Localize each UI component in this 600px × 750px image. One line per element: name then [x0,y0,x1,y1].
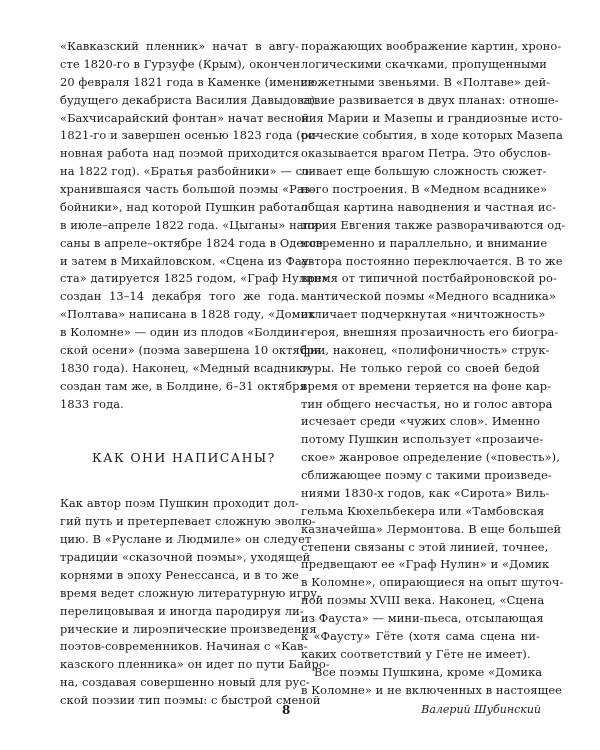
text-line: поэтов-современников. Начиная с «Кав- [60,639,308,654]
text-line: автора постоянно переключается. В то же [301,253,563,268]
text-line: из Фауста» — мини-пьеса, отсылающая [301,611,544,625]
text-line: рические события, в ходе которых Мазепа [301,128,564,143]
text-line: тория Евгения также разворачиваются од- [301,217,566,232]
text-line: цию. В «Руслане и Людмиле» он следует [60,532,312,547]
text-line: саны в апреле–октябре 1824 года в Одессе [60,235,324,250]
left-paragraph-2 [60,495,330,710]
text-line: гий путь и претерпевает сложную эволю- [60,514,316,529]
text-line: степени связаны с этой линией, точнее, [301,539,549,554]
text-line: 1833 года. [60,396,124,411]
text-line: гельма Кюхельбекера или «Тамбовская [301,503,545,518]
text-line: ской осени» (поэма завершена 10 октября [60,342,322,357]
text-line: новременно и параллельно, и внимание [301,235,548,250]
text-line: ливает еще большую сложность сюжет- [301,164,547,179]
text-line: ста» датируется 1825 годом, «Граф Нулин» [60,271,329,286]
text-line: ного построения. В «Медном всаднике» [301,182,548,196]
text-line: 1821-го и завершен осенью 1823 года (ос- [60,128,319,143]
text-line: исчезает среди «чужих слов». Именно [301,414,540,429]
text-line: рические и лироэпические произведения [60,621,317,636]
text-line: ствие развивается в двух планах: отноше- [301,92,559,107]
text-line: казначейша» Лермонтова. В еще большей [301,521,562,536]
text-line: ское» жанровое определение («повесть»), [301,450,560,465]
text-line: отличает подчеркнутая «ничтожность» [301,307,546,322]
text-line: в Коломне» и не включенных в настоящее [301,682,563,697]
text-line: создан 13–14 декабря того же года. [60,289,299,304]
text-line: создан там же, в Болдине, 6–31 октября [60,378,307,393]
text-line: каких соответствий у Гёте не имеет). [301,646,531,661]
text-line: «Кавказский пленник» начат в авгу- [60,39,299,53]
text-line: на 1822 год). «Братья разбойники» — со- [60,164,313,179]
text-line: потому Пушкин использует «прозаиче- [301,432,544,447]
section-gap [60,413,299,449]
text-line: ния Марии и Мазепы и грандиозные исто- [301,110,563,125]
text-line: традиции «сказочной поэмы», уходящей [60,550,311,564]
text-line: будущего декабриста Василия Давыдова). [60,92,319,107]
text-line: в Коломне», опирающиеся на опыт шуточ- [301,575,564,590]
text-line: перелицовывая и иногда пародируя ли- [60,603,304,618]
text-line: время ведет сложную литературную игру, [60,585,321,600]
text-line: время от типичной постбайроновской ро- [301,271,557,286]
text-line: общая картина наводнения и частная ис- [301,199,557,214]
text-line: к «Фаусту» Гёте (хотя сама сцена ни- [301,628,540,643]
right-paragraph-2 [301,664,563,700]
text-line: ской поэзии тип поэмы: с быстрой сменой [60,693,321,707]
text-line: ниями 1830-х годов, как «Сирота» Виль- [301,485,550,500]
heading-spacer [60,467,299,495]
text-line: сближающее поэму с такими произведе- [301,468,552,482]
text-line: казского пленника» он идет по пути Байро- [60,657,330,672]
text-line: ной поэмы XVIII века. Наконец, «Сцена [301,593,545,608]
text-line: «Бахчисарайский фонтан» начат весной [60,110,310,125]
text-line: 1830 года). Наконец, «Медный всадник» [60,360,311,375]
text-line: в июле–апреле 1822 года. «Цыганы» напи- [60,217,323,232]
running-footer-author: Валерий Шубинский [421,703,541,716]
text-line: 20 февраля 1821 года в Каменке (имение [60,74,315,89]
text-line: оказывается врагом Петра. Это обуслов- [301,146,552,161]
right-paragraph-1 [301,38,566,664]
text-line: тин общего несчастья, но и голос автора [301,396,553,411]
text-line: поражающих воображение картин, хроно- [301,39,562,53]
text-line: героя, внешняя прозаичность его биогра- [301,325,559,339]
left-column [60,38,330,710]
text-line: Как автор поэм Пушкин проходит дол- [60,496,299,511]
text-line: на, создавая совершенно новый для рус- [60,675,310,690]
text-line: логическими скачками, пропущенными [301,56,547,71]
text-line: в Коломне» — один из плодов «Болдин- [60,325,304,339]
text-line: корнями в эпоху Ренессанса, и в то же [60,567,299,582]
text-line: Все поэмы Пушкина, кроме «Домика [314,664,543,679]
text-line: новная работа над поэмой приходится [60,146,299,161]
text-line: туры. Не только герой со своей бедой [301,360,540,375]
text-line: «Полтава» написана в 1828 году, «Домик [60,307,316,322]
text-line: мантической поэмы «Медного всадника» [301,289,556,304]
text-line: хранившаяся часть большой поэмы «Раз- [60,182,315,196]
section-heading: КАК ОНИ НАПИСАНЫ? [92,450,276,466]
text-line: предвещают ее «Граф Нулин» и «Домик [301,557,550,572]
text-line: фии, наконец, «полифоничность» струк- [301,342,550,357]
text-line: и затем в Михайловском. «Сцена из Фау- [60,253,313,268]
left-paragraph-1 [60,38,329,413]
right-column [301,38,566,699]
text-line: сте 1820-го в Гурзуфе (Крым), окончен [60,56,301,71]
text-line: время от времени теряется на фоне кар- [301,378,552,393]
page-number: 8 [282,703,291,717]
text-line: бойники», над которой Пушкин работал [60,199,308,214]
text-line: сюжетными звеньями. В «Полтаве» дей- [301,74,551,89]
